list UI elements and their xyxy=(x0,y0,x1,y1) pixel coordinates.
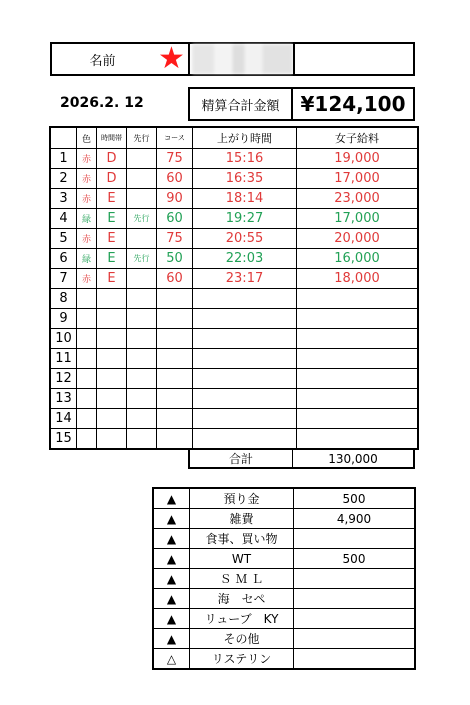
expense-amount xyxy=(294,629,415,649)
expense-amount xyxy=(294,569,415,589)
prepay-cell xyxy=(127,269,157,289)
sum-value: 130,000 xyxy=(328,451,378,466)
end-time-cell xyxy=(193,369,297,389)
pay-cell xyxy=(297,409,418,429)
time-slot-cell: D xyxy=(97,149,127,169)
name-label: 名前 xyxy=(89,53,116,69)
row-number: 15 xyxy=(51,429,77,449)
row-number: 12 xyxy=(51,369,77,389)
prepay-cell xyxy=(127,189,157,209)
pay-cell xyxy=(297,389,418,409)
expense-mark-icon: ▲ xyxy=(154,629,190,649)
expense-amount: 500 xyxy=(294,489,415,509)
pay-cell: 17,000 xyxy=(297,169,418,189)
color-cell: 赤 xyxy=(77,229,97,249)
time-slot-cell xyxy=(97,289,127,309)
row-number: 14 xyxy=(51,409,77,429)
row-number: 8 xyxy=(51,289,77,309)
end-time-cell xyxy=(193,409,297,429)
end-time-cell: 18:14 xyxy=(193,189,297,209)
expense-amount: 500 xyxy=(294,549,415,569)
end-time-cell: 19:27 xyxy=(193,209,297,229)
end-time-cell xyxy=(193,429,297,449)
course-cell: 75 xyxy=(157,149,193,169)
table-row xyxy=(51,349,418,369)
pay-cell: 17,000 xyxy=(297,209,418,229)
prepay-cell: 先行 xyxy=(127,249,157,269)
color-cell: 赤 xyxy=(77,149,97,169)
star-cell xyxy=(155,42,190,76)
course-cell xyxy=(157,309,193,329)
expense-amount xyxy=(294,609,415,629)
table-row xyxy=(51,369,418,389)
name-blank-cell xyxy=(293,42,415,76)
course-cell: 60 xyxy=(157,269,193,289)
row-number: 4 xyxy=(51,209,77,229)
time-slot-cell xyxy=(97,349,127,369)
row-number: 9 xyxy=(51,309,77,329)
course-cell xyxy=(157,429,193,449)
header-color: 色 xyxy=(77,128,97,149)
time-slot-cell xyxy=(97,369,127,389)
sum-label: 合計 xyxy=(190,450,293,467)
expense-mark-icon: ▲ xyxy=(154,609,190,629)
prepay-cell xyxy=(127,309,157,329)
prepay-cell: 先行 xyxy=(127,209,157,229)
name-redacted xyxy=(190,42,295,76)
end-time-cell: 20:55 xyxy=(193,229,297,249)
expense-item: Ｓ Ｍ Ｌ xyxy=(190,569,294,589)
end-time-cell xyxy=(193,389,297,409)
expense-amount xyxy=(294,649,415,669)
pay-cell: 19,000 xyxy=(297,149,418,169)
course-cell xyxy=(157,369,193,389)
pay-cell xyxy=(297,329,418,349)
color-cell xyxy=(77,349,97,369)
time-slot-cell xyxy=(97,409,127,429)
time-slot-cell xyxy=(97,329,127,349)
table-row xyxy=(51,329,418,349)
table-row xyxy=(51,189,418,209)
expense-row xyxy=(154,569,415,589)
expense-amount xyxy=(294,529,415,549)
expense-row xyxy=(154,529,415,549)
color-cell: 緑 xyxy=(77,249,97,269)
prepay-cell xyxy=(127,389,157,409)
color-cell: 赤 xyxy=(77,169,97,189)
table-row xyxy=(51,429,418,449)
course-cell xyxy=(157,349,193,369)
pay-cell xyxy=(297,349,418,369)
header-no xyxy=(51,128,77,149)
expense-amount: 4,900 xyxy=(294,509,415,529)
star-icon: ★ xyxy=(158,41,185,76)
prepay-cell xyxy=(127,349,157,369)
pay-cell: 18,000 xyxy=(297,269,418,289)
expense-item: 雑費 xyxy=(190,509,294,529)
header-time-slot: 時間帯 xyxy=(97,128,127,149)
course-cell xyxy=(157,329,193,349)
course-cell: 90 xyxy=(157,189,193,209)
row-number: 6 xyxy=(51,249,77,269)
expense-mark-icon: ▲ xyxy=(154,489,190,509)
end-time-cell: 23:17 xyxy=(193,269,297,289)
row-number: 11 xyxy=(51,349,77,369)
expense-mark-icon: ▲ xyxy=(154,509,190,529)
expense-mark-icon: ▲ xyxy=(154,589,190,609)
expense-mark-icon: ▲ xyxy=(154,569,190,589)
expense-item: WT xyxy=(190,549,294,569)
expense-row xyxy=(154,609,415,629)
end-time-cell: 15:16 xyxy=(193,149,297,169)
row-number: 1 xyxy=(51,149,77,169)
time-slot-cell: E xyxy=(97,189,127,209)
expense-mark-icon: ▲ xyxy=(154,549,190,569)
prepay-cell xyxy=(127,289,157,309)
color-cell xyxy=(77,369,97,389)
pay-cell: 23,000 xyxy=(297,189,418,209)
expense-row xyxy=(154,509,415,529)
prepay-cell xyxy=(127,369,157,389)
table-row xyxy=(51,209,418,229)
table-row xyxy=(51,149,418,169)
course-cell: 60 xyxy=(157,169,193,189)
prepay-cell xyxy=(127,429,157,449)
expense-item: 預り金 xyxy=(190,489,294,509)
color-cell: 赤 xyxy=(77,269,97,289)
pay-cell xyxy=(297,429,418,449)
pay-cell xyxy=(297,369,418,389)
table-row xyxy=(51,269,418,289)
row-number: 7 xyxy=(51,269,77,289)
end-time-cell xyxy=(193,289,297,309)
expense-item: リューブ KY xyxy=(190,609,294,629)
color-cell xyxy=(77,309,97,329)
expense-item: その他 xyxy=(190,629,294,649)
table-row xyxy=(51,229,418,249)
color-cell: 緑 xyxy=(77,209,97,229)
expense-row xyxy=(154,549,415,569)
expense-mark-icon: ▲ xyxy=(154,529,190,549)
time-slot-cell: E xyxy=(97,229,127,249)
prepay-cell xyxy=(127,229,157,249)
expense-item: 食事、買い物 xyxy=(190,529,294,549)
pay-cell xyxy=(297,289,418,309)
expense-row xyxy=(154,629,415,649)
table-header-row xyxy=(51,128,418,149)
pay-cell: 20,000 xyxy=(297,229,418,249)
expense-row xyxy=(154,489,415,509)
time-slot-cell: D xyxy=(97,169,127,189)
time-slot-cell xyxy=(97,389,127,409)
color-cell xyxy=(77,389,97,409)
course-cell xyxy=(157,389,193,409)
total-label: 精算合計金額 xyxy=(190,89,293,119)
expense-amount xyxy=(294,589,415,609)
expense-row xyxy=(154,589,415,609)
expense-item: 海 セペ xyxy=(190,589,294,609)
expense-row xyxy=(154,649,415,669)
header-course: コース xyxy=(157,128,193,149)
time-slot-cell xyxy=(97,429,127,449)
course-cell: 60 xyxy=(157,209,193,229)
course-cell xyxy=(157,289,193,309)
table-row xyxy=(51,169,418,189)
table-row xyxy=(51,289,418,309)
time-slot-cell xyxy=(97,309,127,329)
date: 2026.2. 12 xyxy=(60,95,144,111)
total-amount: ¥124,100 xyxy=(300,92,406,116)
row-number: 2 xyxy=(51,169,77,189)
header-pay: 女子給料 xyxy=(297,128,418,149)
color-cell xyxy=(77,289,97,309)
expense-table xyxy=(153,488,415,669)
table-row xyxy=(51,409,418,429)
color-cell xyxy=(77,429,97,449)
end-time-cell xyxy=(193,349,297,369)
time-slot-cell: E xyxy=(97,209,127,229)
expense-mark-icon: △ xyxy=(154,649,190,669)
expense-item: リステリン xyxy=(190,649,294,669)
color-cell: 赤 xyxy=(77,189,97,209)
course-cell: 50 xyxy=(157,249,193,269)
prepay-cell xyxy=(127,169,157,189)
prepay-cell xyxy=(127,149,157,169)
end-time-cell: 22:03 xyxy=(193,249,297,269)
row-number: 13 xyxy=(51,389,77,409)
shift-table xyxy=(50,127,418,449)
course-cell: 75 xyxy=(157,229,193,249)
color-cell xyxy=(77,409,97,429)
header-prepay: 先行 xyxy=(127,128,157,149)
end-time-cell: 16:35 xyxy=(193,169,297,189)
pay-cell: 16,000 xyxy=(297,249,418,269)
table-row xyxy=(51,389,418,409)
time-slot-cell: E xyxy=(97,269,127,289)
prepay-cell xyxy=(127,409,157,429)
color-cell xyxy=(77,329,97,349)
end-time-cell xyxy=(193,329,297,349)
table-row xyxy=(51,309,418,329)
header-end-time: 上がり時間 xyxy=(193,128,297,149)
course-cell xyxy=(157,409,193,429)
end-time-cell xyxy=(193,309,297,329)
row-number: 10 xyxy=(51,329,77,349)
time-slot-cell: E xyxy=(97,249,127,269)
table-row xyxy=(51,249,418,269)
prepay-cell xyxy=(127,329,157,349)
row-number: 5 xyxy=(51,229,77,249)
row-number: 3 xyxy=(51,189,77,209)
pay-cell xyxy=(297,309,418,329)
